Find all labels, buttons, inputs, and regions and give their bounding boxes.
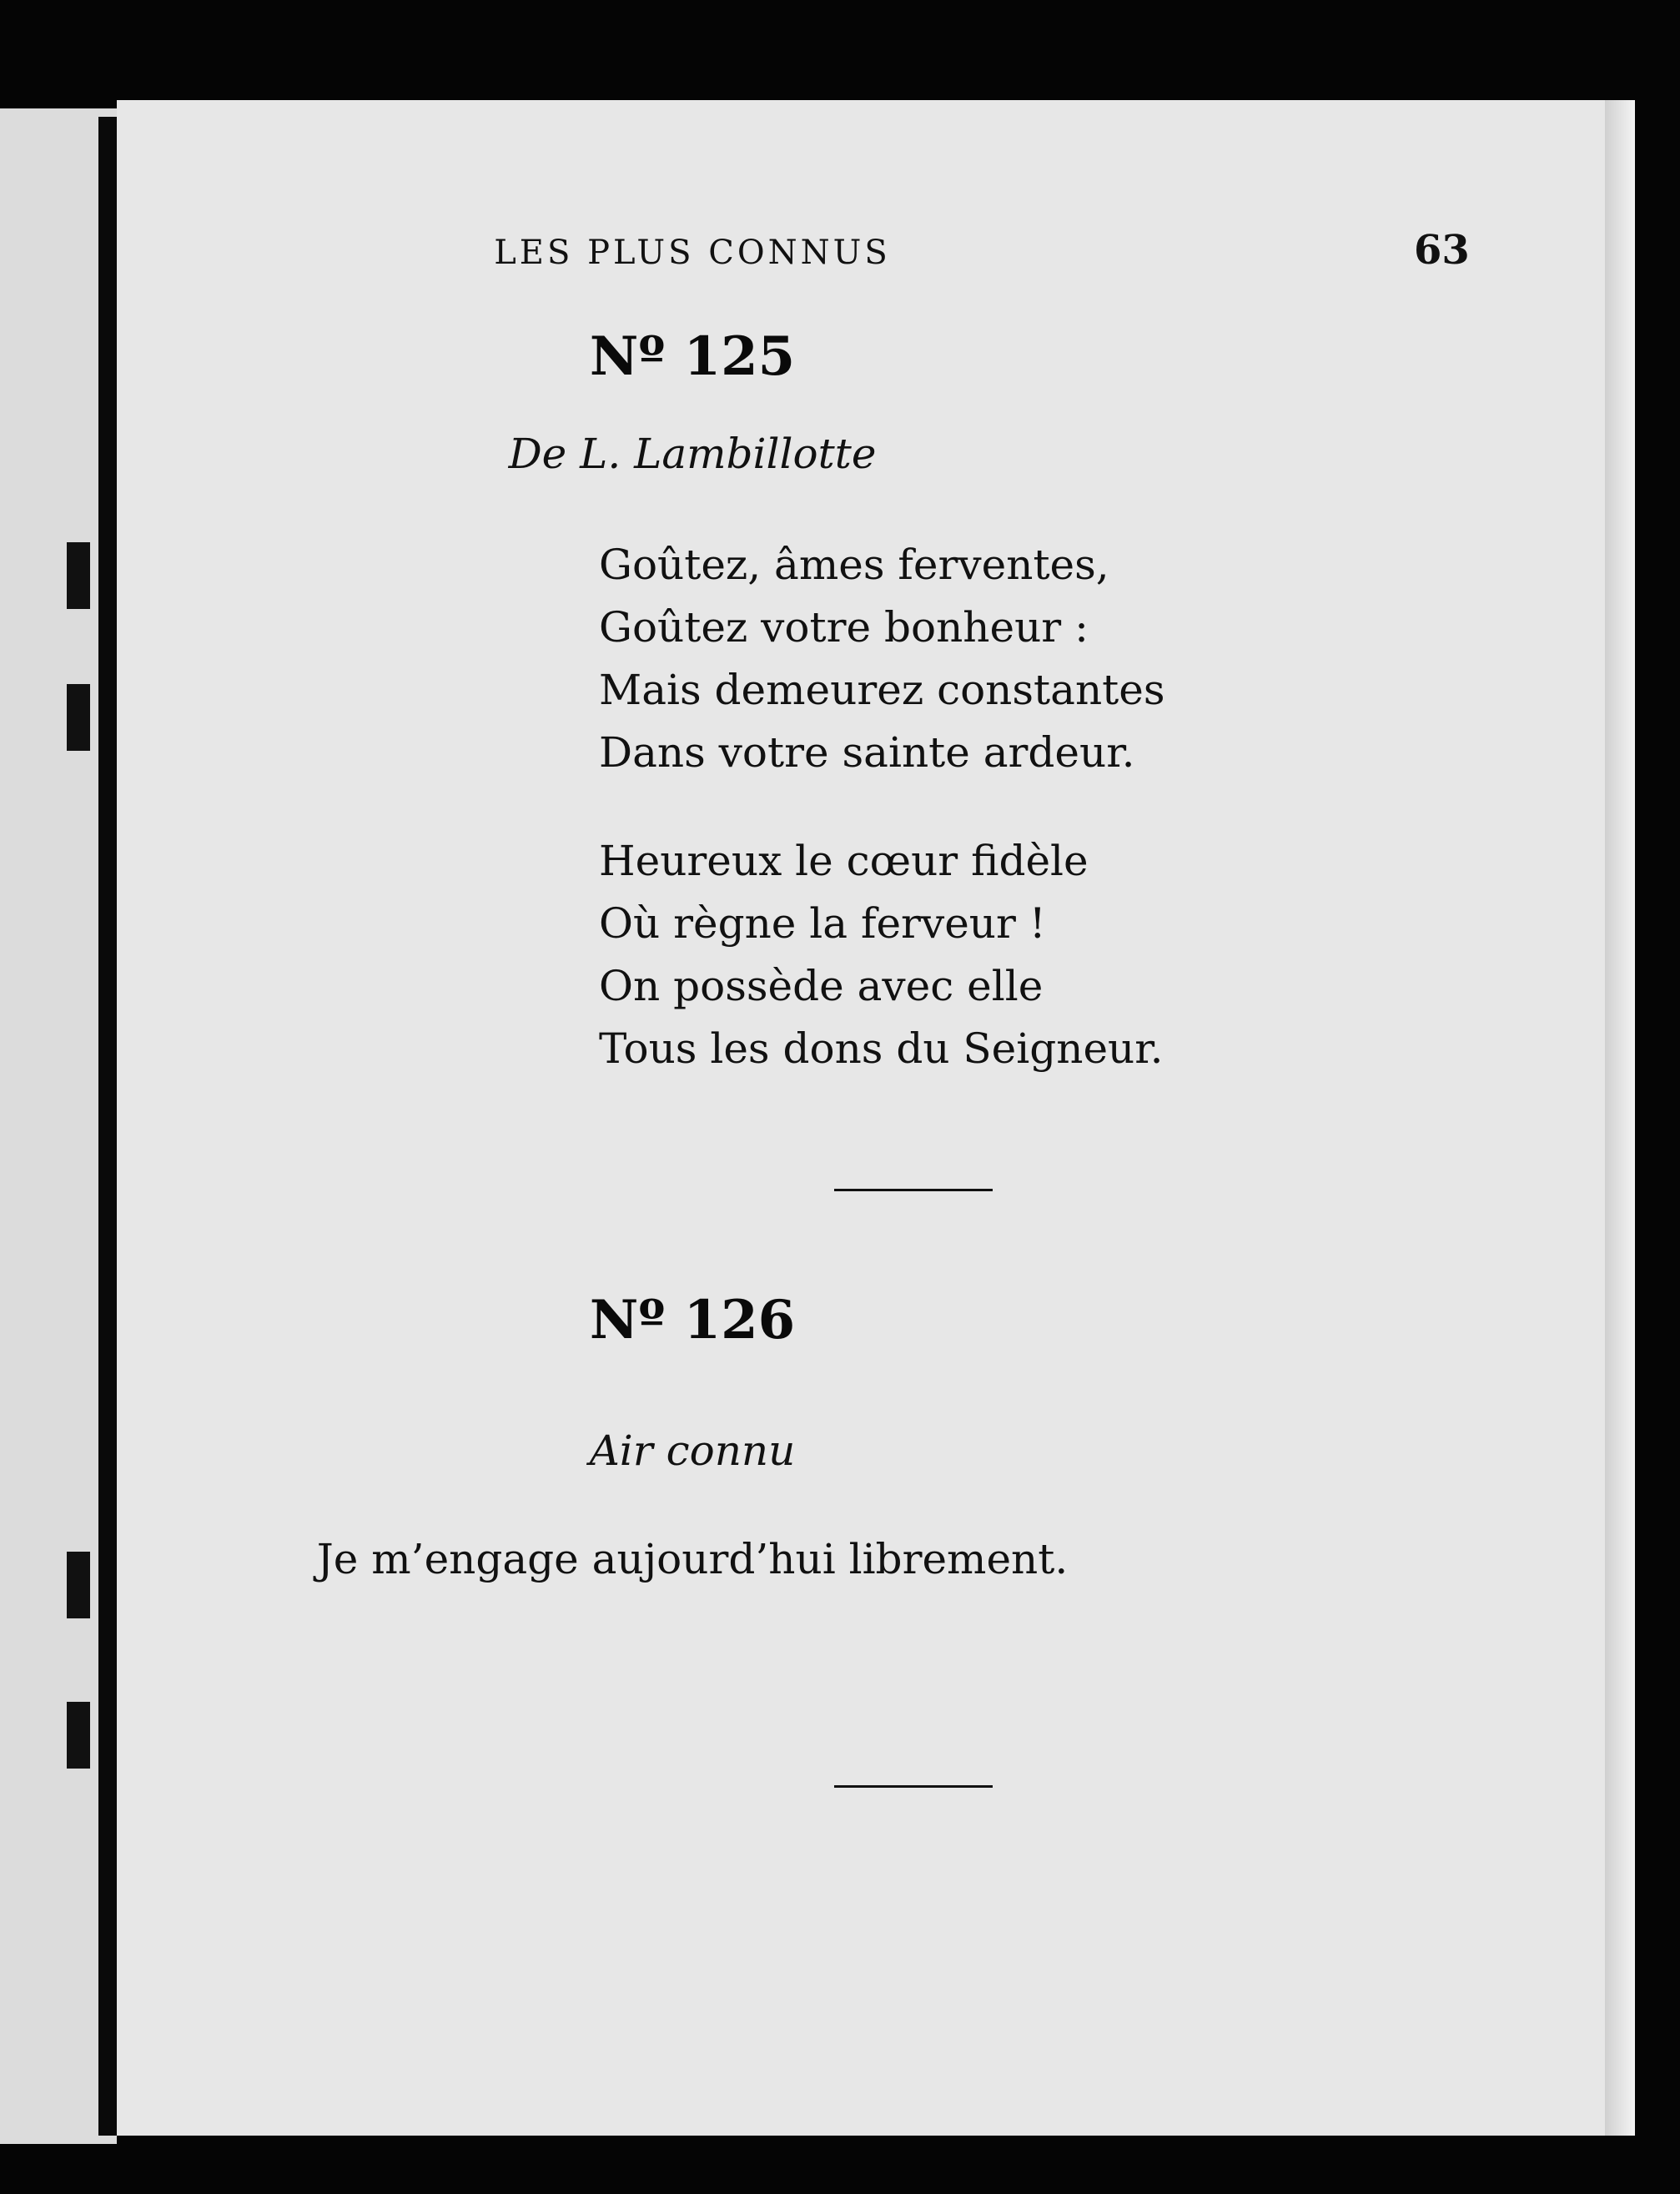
page-edge	[1605, 100, 1635, 2136]
hymn-126-attribution: Air connu	[589, 1427, 796, 1475]
hymn-125-stanza-2	[599, 830, 1164, 1080]
verse-line: Tous les dons du Seigneur.	[599, 1024, 1164, 1073]
verse-line: Dans votre sainte ardeur.	[599, 728, 1135, 777]
verse-line: Heureux le cœur fidèle	[599, 837, 1089, 885]
verse-line: Goûtez, âmes ferventes,	[599, 541, 1109, 589]
hymn-125-attribution: De L. Lambillotte	[508, 430, 877, 478]
running-head: LES PLUS CONNUS	[494, 234, 891, 272]
section-divider	[834, 1189, 993, 1191]
verse-line: Goûtez votre bonheur :	[599, 603, 1089, 652]
book-page	[117, 100, 1635, 2136]
page-number: 63	[1414, 227, 1470, 274]
verse-line: Où règne la ferveur !	[599, 899, 1046, 948]
verse-line: Mais demeurez constantes	[599, 666, 1165, 714]
binding-stitch	[67, 542, 90, 609]
hymn-number-125: Nº 125	[589, 325, 796, 388]
binding-gutter	[98, 117, 117, 2136]
hymn-number-126: Nº 126	[589, 1289, 796, 1351]
binding-stitch	[67, 1552, 90, 1618]
section-divider	[834, 1785, 993, 1788]
binding-stitch	[67, 684, 90, 751]
hymn-126-incipit: Je m’engage aujourd’hui librement.	[316, 1535, 1069, 1583]
binding-stitch	[67, 1702, 90, 1769]
verse-line: On possède avec elle	[599, 962, 1044, 1010]
hymn-125-stanza-1	[599, 534, 1165, 784]
